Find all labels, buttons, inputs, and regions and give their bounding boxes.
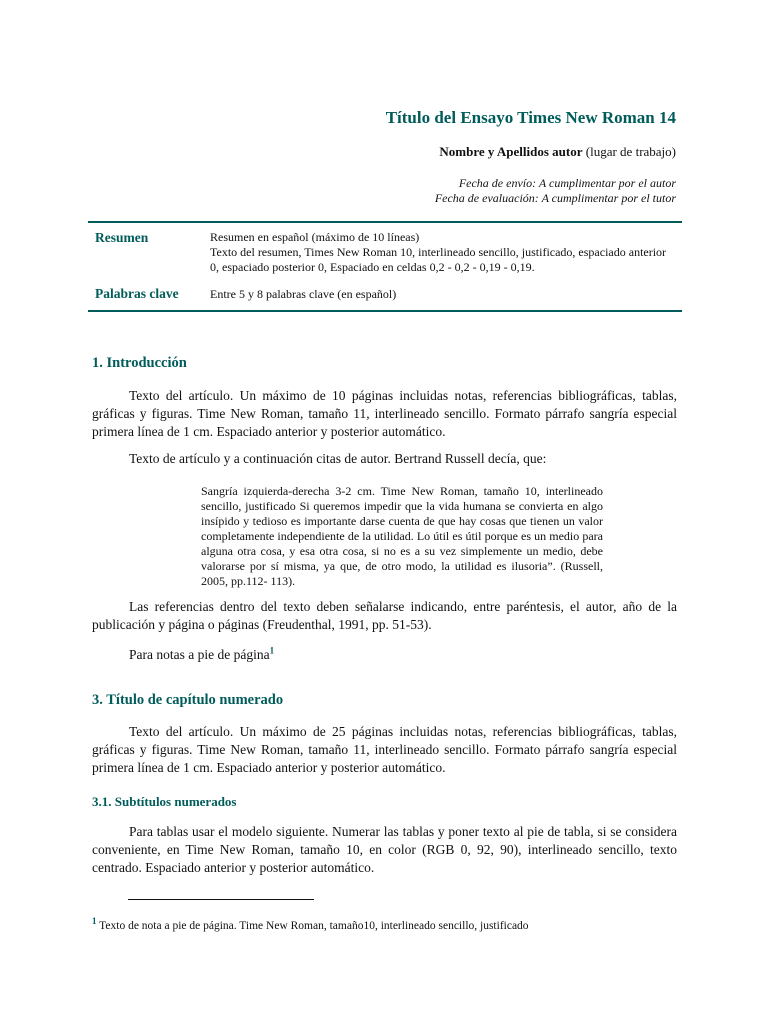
resumen-content: [210, 230, 678, 275]
footnote: [92, 916, 529, 932]
author-name: Nombre y Apellidos autor: [439, 144, 583, 159]
section1-paragraph2: Texto de artículo y a continuación citas de autor. Bertrand Russell decía, que:: [129, 451, 547, 466]
resumen-text: Texto del resumen, Times New Roman 10, interlineado sencillo, justificado, espaciado anterior 0, espaciado posterior 0, Espaciado en celdas 0,2 - 0,2 - 0,19 - 0,19.: [210, 245, 667, 274]
footnote-separator: [128, 899, 314, 900]
section1-paragraph3: Las referencias dentro del texto deben señalarse indicando, entre paréntesis, el autor, año de la publicación y página o páginas (Freudenthal, 1991, pp. 51-53).: [92, 599, 677, 632]
abstract-bottom-rule: [88, 310, 682, 312]
footnote-text: Texto de nota a pie de página. Time New Roman, tamaño10, interlineado sencillo, justificado: [96, 920, 529, 932]
dates-block: [435, 176, 676, 206]
date-sent: Fecha de envío: A cumplimentar por el autor: [458, 176, 676, 190]
author-line: [439, 144, 676, 160]
section3-heading: 3. Título de capítulo numerado: [92, 692, 284, 708]
keywords-text: Entre 5 y 8 palabras clave (en español): [210, 287, 397, 301]
section1-heading: 1. Introducción: [92, 355, 187, 371]
section1-paragraph1: Texto del artículo. Un máximo de 10 páginas incluidas notas, referencias bibliográficas, tablas, gráficas y figuras. Time New Roman, tamaño 11, interlineado sencillo. Formato párrafo sangría especial primera línea de 1 cm. Espaciado anterior y posterior automático.: [92, 388, 677, 439]
footnote-intro-text: Para notas a pie de página: [129, 647, 270, 662]
section3-paragraph1: Texto del artículo. Un máximo de 25 páginas incluidas notas, referencias bibliográficas, tablas, gráficas y figuras. Time New Roman, tamaño 11, interlineado sencillo. Formato párrafo sangría especial primera línea de 1 cm. Espaciado anterior y posterior automático.: [92, 724, 677, 775]
footnote-number: 1: [92, 916, 97, 927]
resumen-line1: Resumen en español (máximo de 10 líneas): [210, 230, 420, 244]
abstract-top-rule: [88, 221, 682, 223]
author-workplace: (lugar de trabajo): [582, 144, 676, 159]
keywords-label: Palabras clave: [95, 286, 179, 301]
section3-paragraph2: Para tablas usar el modelo siguiente. Numerar las tablas y poner texto al pie de tabla, si se considera conveniente, en Time New Roman, tamaño 10, en color (RGB 0, 92, 90), interlineado sencillo, texto centrado. Espaciado anterior y posterior automático.: [92, 824, 677, 875]
block-quote: Sangría izquierda-derecha 3-2 cm. Time New Roman, tamaño 10, interlineado sencillo, justificado Si queremos impedir que la vida humana se convierta en algo insípido y tedioso es importante darse cuenta de que hay cosas que tienen un valor completamente independiente de la utilidad. Lo útil es útil porque es un medio para alguna otra cosa, y esa otra cosa, si no es a su vez simplemente un medio, debe valorarse por sí misma, ya que, de otro modo, la utilidad es ilusoria”. (Russell, 2005, pp.112- 113).: [201, 484, 603, 588]
subsection-heading: 3.1. Subtítulos numerados: [92, 794, 237, 809]
date-evaluation: Fecha de evaluación: A cumplimentar por el tutor: [434, 191, 676, 205]
resumen-label: Resumen: [95, 230, 149, 245]
footnote-reference[interactable]: 1: [269, 645, 275, 656]
essay-title: Título del Ensayo Times New Roman 14: [385, 108, 676, 127]
section1-paragraph4: [129, 647, 274, 663]
